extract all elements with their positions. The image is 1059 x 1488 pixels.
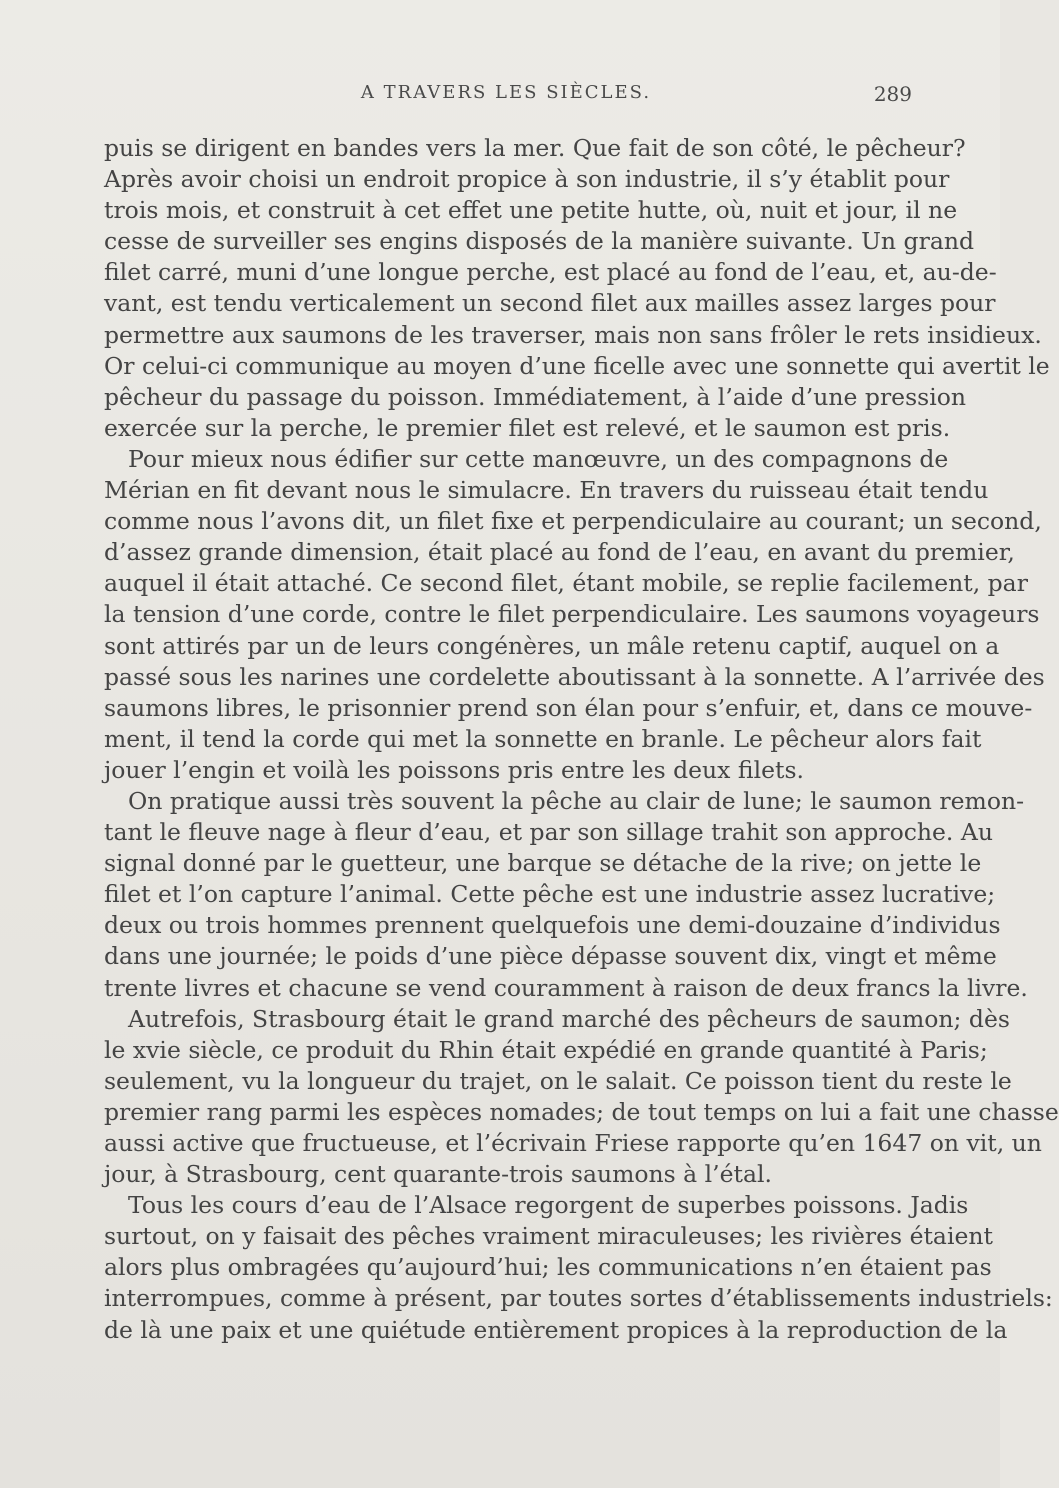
text-line: premier rang parmi les espèces nomades; de tout temps on lui a fait une chasse bbox=[104, 1097, 1059, 1126]
text-line: aussi active que fructueuse, et l’écrivain Friese rapporte qu’en 1647 on vit, un bbox=[104, 1129, 1042, 1157]
text-line: exercée sur la perche, le premier filet est relevé, et le saumon est pris. bbox=[104, 413, 951, 442]
text-line: On pratique aussi très souvent la pêche au clair de lune; le saumon remon- bbox=[128, 786, 1025, 815]
text-line: permettre aux saumons de les traverser, mais non sans frôler le rets insidieux. bbox=[104, 320, 1042, 349]
text-line: trois mois, et construit à cet effet une petite hutte, où, nuit et jour, il ne bbox=[104, 196, 958, 225]
text-line: jour, à Strasbourg, cent quarante-trois saumons à l’étal. bbox=[104, 1160, 772, 1189]
text-line: interrompues, comme à présent, par toutes sortes d’établissements industriels: bbox=[104, 1284, 1053, 1313]
text-line: cesse de surveiller ses engins disposés de la manière suivante. Un grand bbox=[104, 227, 975, 256]
page-number: 289 bbox=[873, 82, 912, 106]
text-line: Après avoir choisi un endroit propice à son industrie, il s’y établit pour bbox=[104, 165, 950, 194]
text-line: ment, il tend la corde qui met la sonnette en branle. Le pêcheur alors fait bbox=[104, 724, 982, 753]
text-line: dans une journée; le poids d’une pièce dépasse souvent dix, vingt et même bbox=[104, 942, 997, 971]
text-line: tant le fleuve nage à fleur d’eau, et par son sillage trahit son approche. Au bbox=[104, 818, 993, 847]
text-line: Mérian en fit devant nous le simulacre. En travers du ruisseau était tendu bbox=[104, 476, 989, 505]
running-title: A TRAVERS LES SIÈCLES. bbox=[360, 82, 652, 103]
text-line: Or celui-ci communique au moyen d’une ficelle avec une sonnette qui avertit le bbox=[104, 351, 1050, 380]
text-line: vant, est tendu verticalement un second filet aux mailles assez larges pour bbox=[104, 289, 996, 318]
text-line: seulement, vu la longueur du trajet, on le salait. Ce poisson tient du reste le bbox=[104, 1066, 1012, 1095]
text-line: filet et l’on capture l’animal. Cette pêche est une industrie assez lucrative; bbox=[104, 880, 996, 909]
text-line: deux ou trois hommes prennent quelquefois une demi-douzaine d’individus bbox=[104, 911, 1001, 940]
text-line: saumons libres, le prisonnier prend son élan pour s’enfuir, et, dans ce mouve- bbox=[104, 693, 1033, 722]
text-line: jouer l’engin et voilà les poissons pris entre les deux filets. bbox=[104, 755, 804, 784]
text-line: la tension d’une corde, contre le filet perpendiculaire. Les saumons voyageurs bbox=[104, 600, 1040, 629]
text-line: pêcheur du passage du poisson. Immédiatement, à l’aide d’une pression bbox=[104, 382, 967, 411]
text-line: le xvie siècle, ce produit du Rhin était expédié en grande quantité à Paris; bbox=[104, 1035, 988, 1064]
text-line: filet carré, muni d’une longue perche, est placé au fond de l’eau, et, au-de- bbox=[104, 258, 997, 287]
body-text bbox=[104, 133, 1059, 1346]
text-line: trente livres et chacune se vend couramment à raison de deux francs la livre. bbox=[104, 973, 1028, 1002]
text-line: puis se dirigent en bandes vers la mer. Que fait de son côté, le pêcheur? bbox=[104, 134, 966, 162]
text-line: comme nous l’avons dit, un filet fixe et perpendiculaire au courant; un second, bbox=[104, 507, 1042, 536]
text-line: Autrefois, Strasbourg était le grand marché des pêcheurs de saumon; dès bbox=[128, 1004, 1010, 1033]
text-line: surtout, on y faisait des pêches vraiment miraculeuses; les rivières étaient bbox=[104, 1222, 993, 1251]
text-line: alors plus ombragées qu’aujourd’hui; les communications n’en étaient pas bbox=[104, 1253, 992, 1282]
text-line: sont attirés par un de leurs congénères, un mâle retenu captif, auquel on a bbox=[104, 631, 1000, 660]
text-line: de là une paix et une quiétude entièrement propices à la reproduction de la bbox=[104, 1315, 1008, 1344]
text-line: auquel il était attaché. Ce second filet, étant mobile, se replie facilement, par bbox=[104, 569, 1028, 598]
text-line: Pour mieux nous édifier sur cette manœuvre, un des compagnons de bbox=[128, 444, 949, 473]
text-line: Tous les cours d’eau de l’Alsace regorgent de superbes poissons. Jadis bbox=[128, 1191, 969, 1220]
text-line: passé sous les narines une cordelette aboutissant à la sonnette. A l’arrivée des bbox=[104, 662, 1045, 691]
text-line: signal donné par le guetteur, une barque se détache de la rive; on jette le bbox=[104, 849, 982, 878]
running-head bbox=[104, 82, 912, 116]
text-line: d’assez grande dimension, était placé au fond de l’eau, en avant du premier, bbox=[104, 538, 1015, 567]
